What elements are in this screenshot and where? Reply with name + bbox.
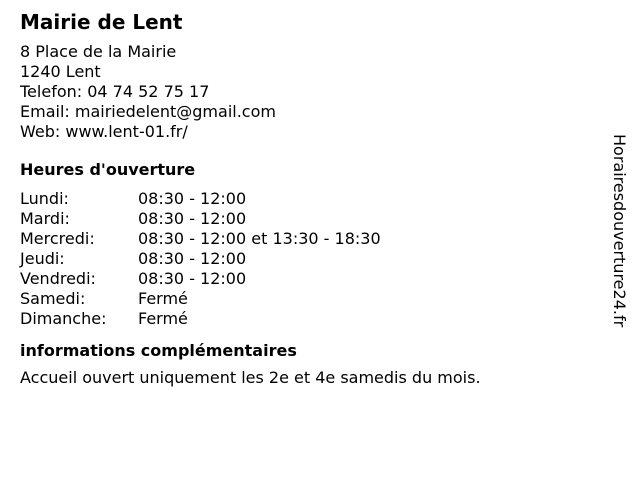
- opening-hours-heading: Heures d'ouverture: [20, 160, 196, 179]
- hours-day: Samedi:: [20, 289, 86, 308]
- hours-row-friday: [20, 269, 600, 289]
- hours-row-sunday: [20, 309, 600, 329]
- hours-time: 08:30 - 12:00: [138, 269, 247, 288]
- hours-time: 08:30 - 12:00: [138, 249, 247, 268]
- hours-day: Mercredi:: [20, 229, 95, 248]
- hours-time: Fermé: [138, 309, 188, 328]
- opening-hours-table: [20, 189, 600, 329]
- page-title: Mairie de Lent: [20, 10, 183, 34]
- hours-time: Fermé: [138, 289, 188, 308]
- page-content: [20, 10, 600, 388]
- hours-day: Vendredi:: [20, 269, 96, 288]
- hours-time: 08:30 - 12:00: [138, 209, 247, 228]
- hours-time: 08:30 - 12:00: [138, 189, 247, 208]
- hours-day: Mardi:: [20, 209, 70, 228]
- hours-row-thursday: [20, 249, 600, 269]
- additional-info-text: Accueil ouvert uniquement les 2e et 4e samedis du mois.: [20, 368, 481, 387]
- city-address: 1240 Lent: [20, 62, 101, 81]
- website-address: Web: www.lent-01.fr/: [20, 122, 188, 141]
- additional-info-heading: informations complémentaires: [20, 341, 297, 360]
- phone-number: Telefon: 04 74 52 75 17: [20, 82, 210, 101]
- hours-time: 08:30 - 12:00 et 13:30 - 18:30: [138, 229, 381, 248]
- site-branding-link[interactable]: Horairesdouverture24.fr: [610, 134, 629, 328]
- hours-day: Jeudi:: [20, 249, 65, 268]
- hours-row-wednesday: [20, 229, 600, 249]
- hours-row-saturday: [20, 289, 600, 309]
- hours-day: Dimanche:: [20, 309, 107, 328]
- hours-row-monday: [20, 189, 600, 209]
- hours-row-tuesday: [20, 209, 600, 229]
- hours-day: Lundi:: [20, 189, 69, 208]
- email-address: Email: mairiedelent@gmail.com: [20, 102, 276, 121]
- street-address: 8 Place de la Mairie: [20, 42, 177, 61]
- address-block: [20, 42, 600, 142]
